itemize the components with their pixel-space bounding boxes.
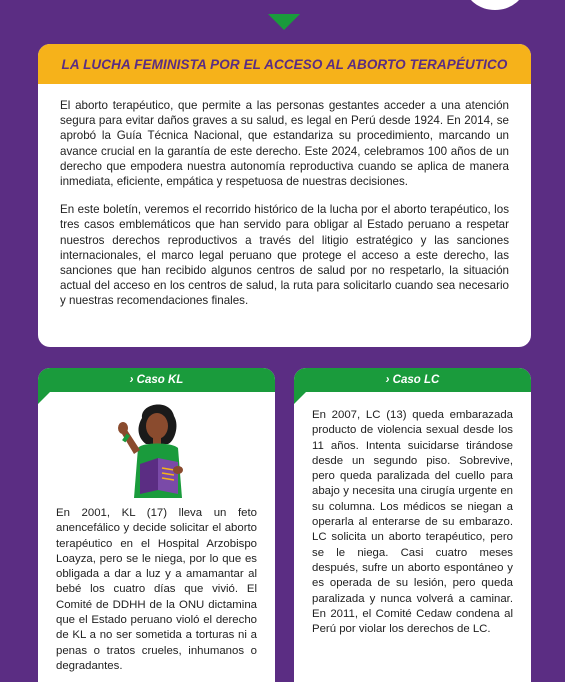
intro-body	[38, 84, 531, 309]
intro-header	[38, 44, 531, 84]
case-kl-card	[38, 368, 275, 682]
case-lc-card	[294, 368, 531, 682]
intro-card	[38, 44, 531, 347]
case-lc-body	[294, 408, 531, 637]
green-notch-decoration	[268, 14, 300, 30]
case-kl-header	[38, 368, 275, 392]
intro-paragraph-2: En este boletín, veremos el recorrido histórico de la lucha por el aborto terapéutico, los tres casos emblemáticos que han servido para obligar al Estado peruano a respetar nuestros derechos reproductivos a través del litigio estratégico y las sanciones internacionales, el marco legal peruano que protege el acceso a este derecho, las sanciones que han recibido algunos centros de salud por no respetarlo, la situación actual del acceso en los centros de salud, la ruta para solicitarlo cuando sea necesario y nuestras recomendaciones finales.	[60, 203, 509, 308]
case-kl-title: › Caso KL	[129, 374, 184, 386]
woman-reading-illustration	[112, 398, 202, 498]
case-lc-header	[294, 368, 531, 392]
header-flag-decoration	[38, 392, 50, 404]
header-flag-decoration	[294, 392, 306, 404]
case-lc-title: › Caso LC	[385, 374, 440, 386]
case-kl-text: En 2001, KL (17) lleva un feto anencefálico y decide solicitar el aborto terapéutico en el Hospital Arzobispo Loayza, pero se le niega, por lo que es obligada a dar a luz y a amamantar al bebé los cuatro días que vivió. El Comité de DDHH de la ONU dictamina que el Estado peruano violó el derecho de KL a no ser sometida a torturas ni a penas o tratos crueles, inhumanos o degradantes.	[56, 507, 257, 672]
case-kl-body	[38, 398, 275, 674]
case-lc-text: En 2007, LC (13) queda embarazada producto de violencia sexual desde los 11 años. Intenta suicidarse tirándose desde un segundo piso. Sobrevive, pero queda paralizada del cuello para abajo y necesita una cirugía urgente en su columna. Los médicos se niegan a operarla al enterarse de su embarazo. LC solicita un aborto terapéutico, pero se le niega. Casi cuatro meses después, sufre un aborto espontáneo y es operada de su lesión, pero queda paralizada y nunca volverá a caminar. En 2011, el Comité Cedaw condena al Perú por violar los derechos de LC.	[312, 409, 513, 636]
intro-title: LA LUCHA FEMINISTA POR EL ACCESO AL ABORTO TERAPÉUTICO	[61, 56, 508, 72]
intro-paragraph-1: El aborto terapéutico, que permite a las personas gestantes acceder a una atención segura para evitar daños graves a su salud, es legal en Perú desde 1924. En 2014, se aprobó la Guía Técnica Nacional, que estandariza su procedimiento, marcando un avance crucial en la garantía de este derecho. Este 2024, celebramos 100 años de un derecho que empodera nuestra autonomía reproductiva cuando se aplica de manera inmediata, eficiente, empática y respetuosa de nuestras decisiones.	[60, 99, 509, 189]
